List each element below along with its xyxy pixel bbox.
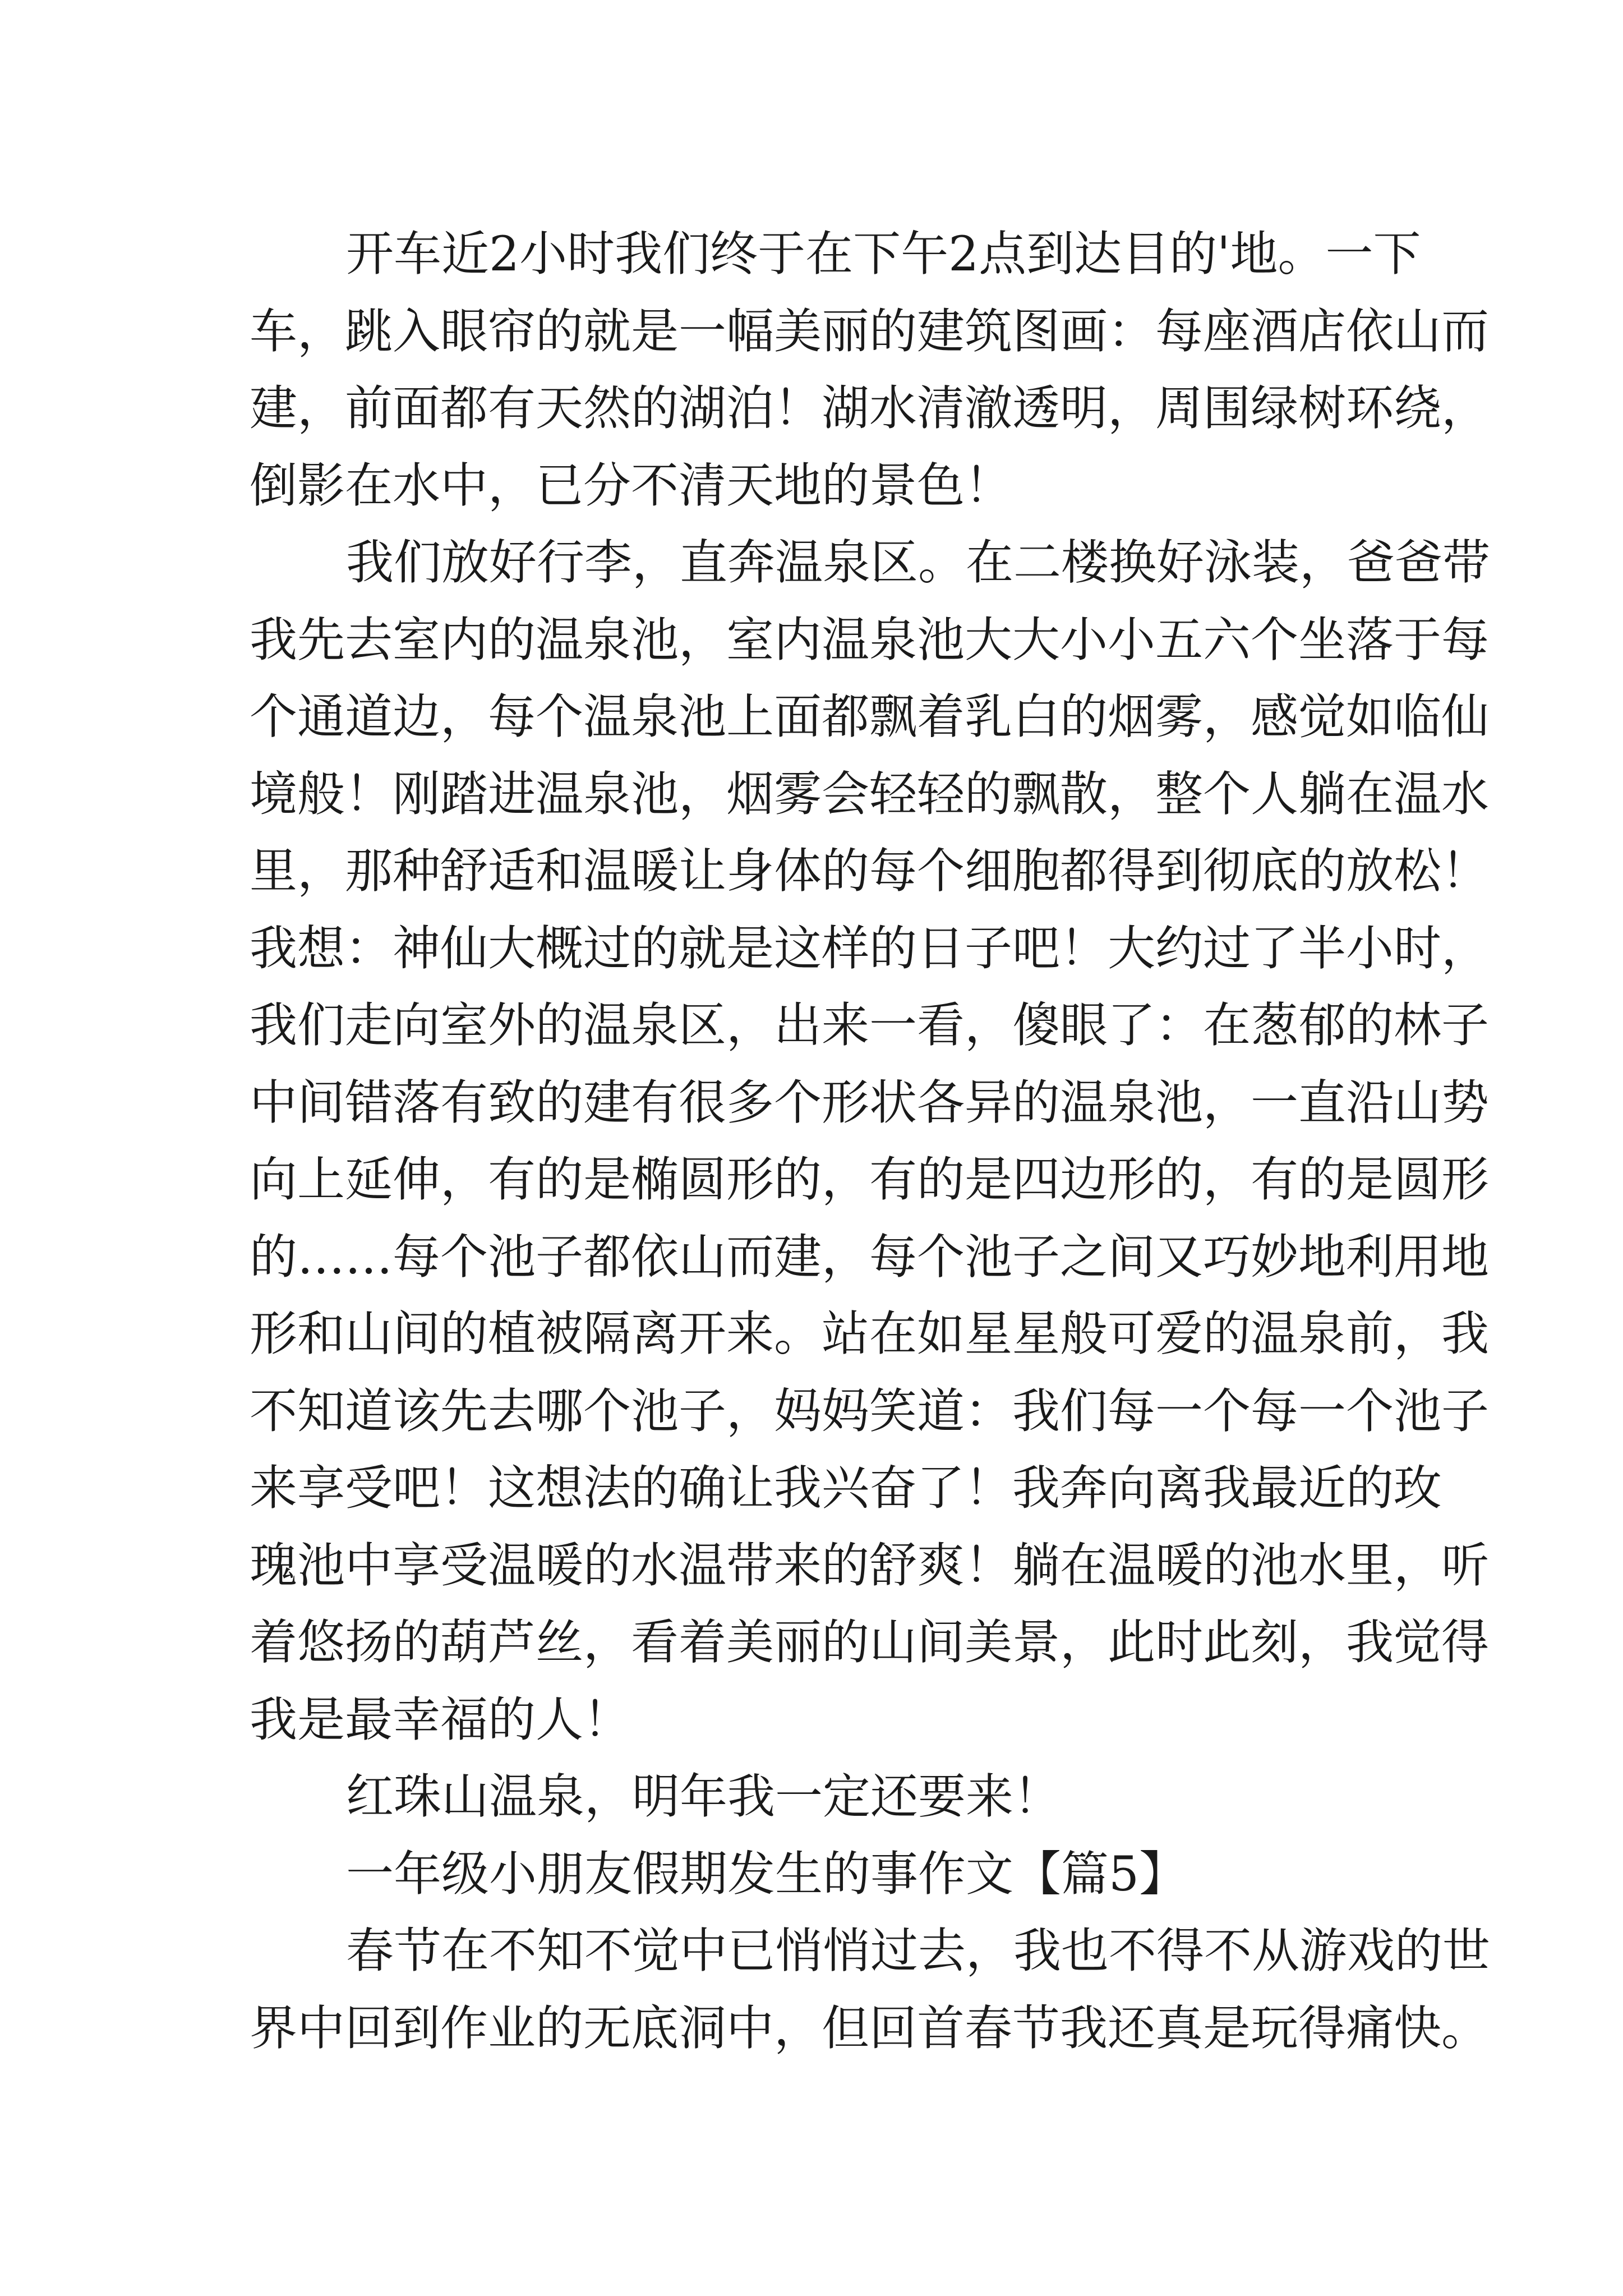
paragraph-arrival [250,216,1490,524]
text-line: 我们放好行李，直奔温泉区。在二楼换好泳装，爸爸带 [346,535,1491,591]
text-line: 建，前面都有天然的湖泊！湖水清澈透明，周围绿树环绕， [250,381,1490,436]
text-line: 不知道该先去哪个池子，妈妈笑道：我们每一个每一个池子 [250,1383,1490,1439]
article-body [250,216,1491,2067]
section-heading [250,1836,1394,1913]
text-line: 春节在不知不觉中已悄悄过去，我也不得不从游戏的世 [346,1924,1491,1979]
section-title: 一年级小朋友假期发生的事作文【篇5】 [346,1846,1187,1902]
text-line: 个通道边，每个温泉池上面都飘着乳白的烟雾，感觉如临仙 [250,689,1490,745]
text-line: 瑰池中享受温暖的水温带来的舒爽！躺在温暖的池水里，听 [250,1538,1490,1594]
text-line: 形和山间的植被隔离开来。站在如星星般可爱的温泉前，我 [250,1306,1490,1362]
paragraph-hot-springs [250,524,1491,1759]
text-line: 我想：神仙大概过的就是这样的日子吧！大约过了半小时， [250,921,1490,977]
paragraph-closing [250,1759,1394,1836]
text-line: 的……每个池子都依山而建，每个池子之间又巧妙地利用地 [250,1229,1490,1285]
text-line: 着悠扬的葫芦丝，看着美丽的山间美景，此时此刻，我觉得 [250,1615,1490,1671]
text-line: 我是最幸福的人！ [250,1692,631,1748]
text-line: 中间错落有致的建有很多个形状各异的温泉池，一直沿山势 [250,1075,1490,1131]
text-line: 境般！刚踏进温泉池，烟雾会轻轻的飘散，整个人躺在温水 [250,766,1490,822]
text-line: 倒影在水中，已分不清天地的景色！ [250,458,1013,514]
text-line: 我先去室内的温泉池，室内温泉池大大小小五六个坐落于每 [250,612,1490,668]
text-line: 红珠山温泉，明年我一定还要来！ [346,1769,1062,1825]
text-line: 车，跳入眼帘的就是一幅美丽的建筑图画：每座酒店依山而 [250,303,1490,360]
text-line: 我们走向室外的温泉区，出来一看，傻眼了：在葱郁的林子 [250,998,1490,1053]
text-line: 界中回到作业的无底洞中，但回首春节我还真是玩得痛快。 [250,2000,1490,2056]
text-line: 来享受吧！这想法的确让我兴奋了！我奔向离我最近的玫 [250,1461,1442,1516]
paragraph-spring-festival [250,1913,1491,2067]
text-line: 开车近2小时我们终于在下午2点到达目的'地。一下 [346,227,1421,282]
text-line: 里，那种舒适和温暖让身体的每个细胞都得到彻底的放松！ [250,844,1490,899]
text-line: 向上延伸，有的是椭圆形的，有的是四边形的，有的是圆形 [250,1152,1490,1208]
